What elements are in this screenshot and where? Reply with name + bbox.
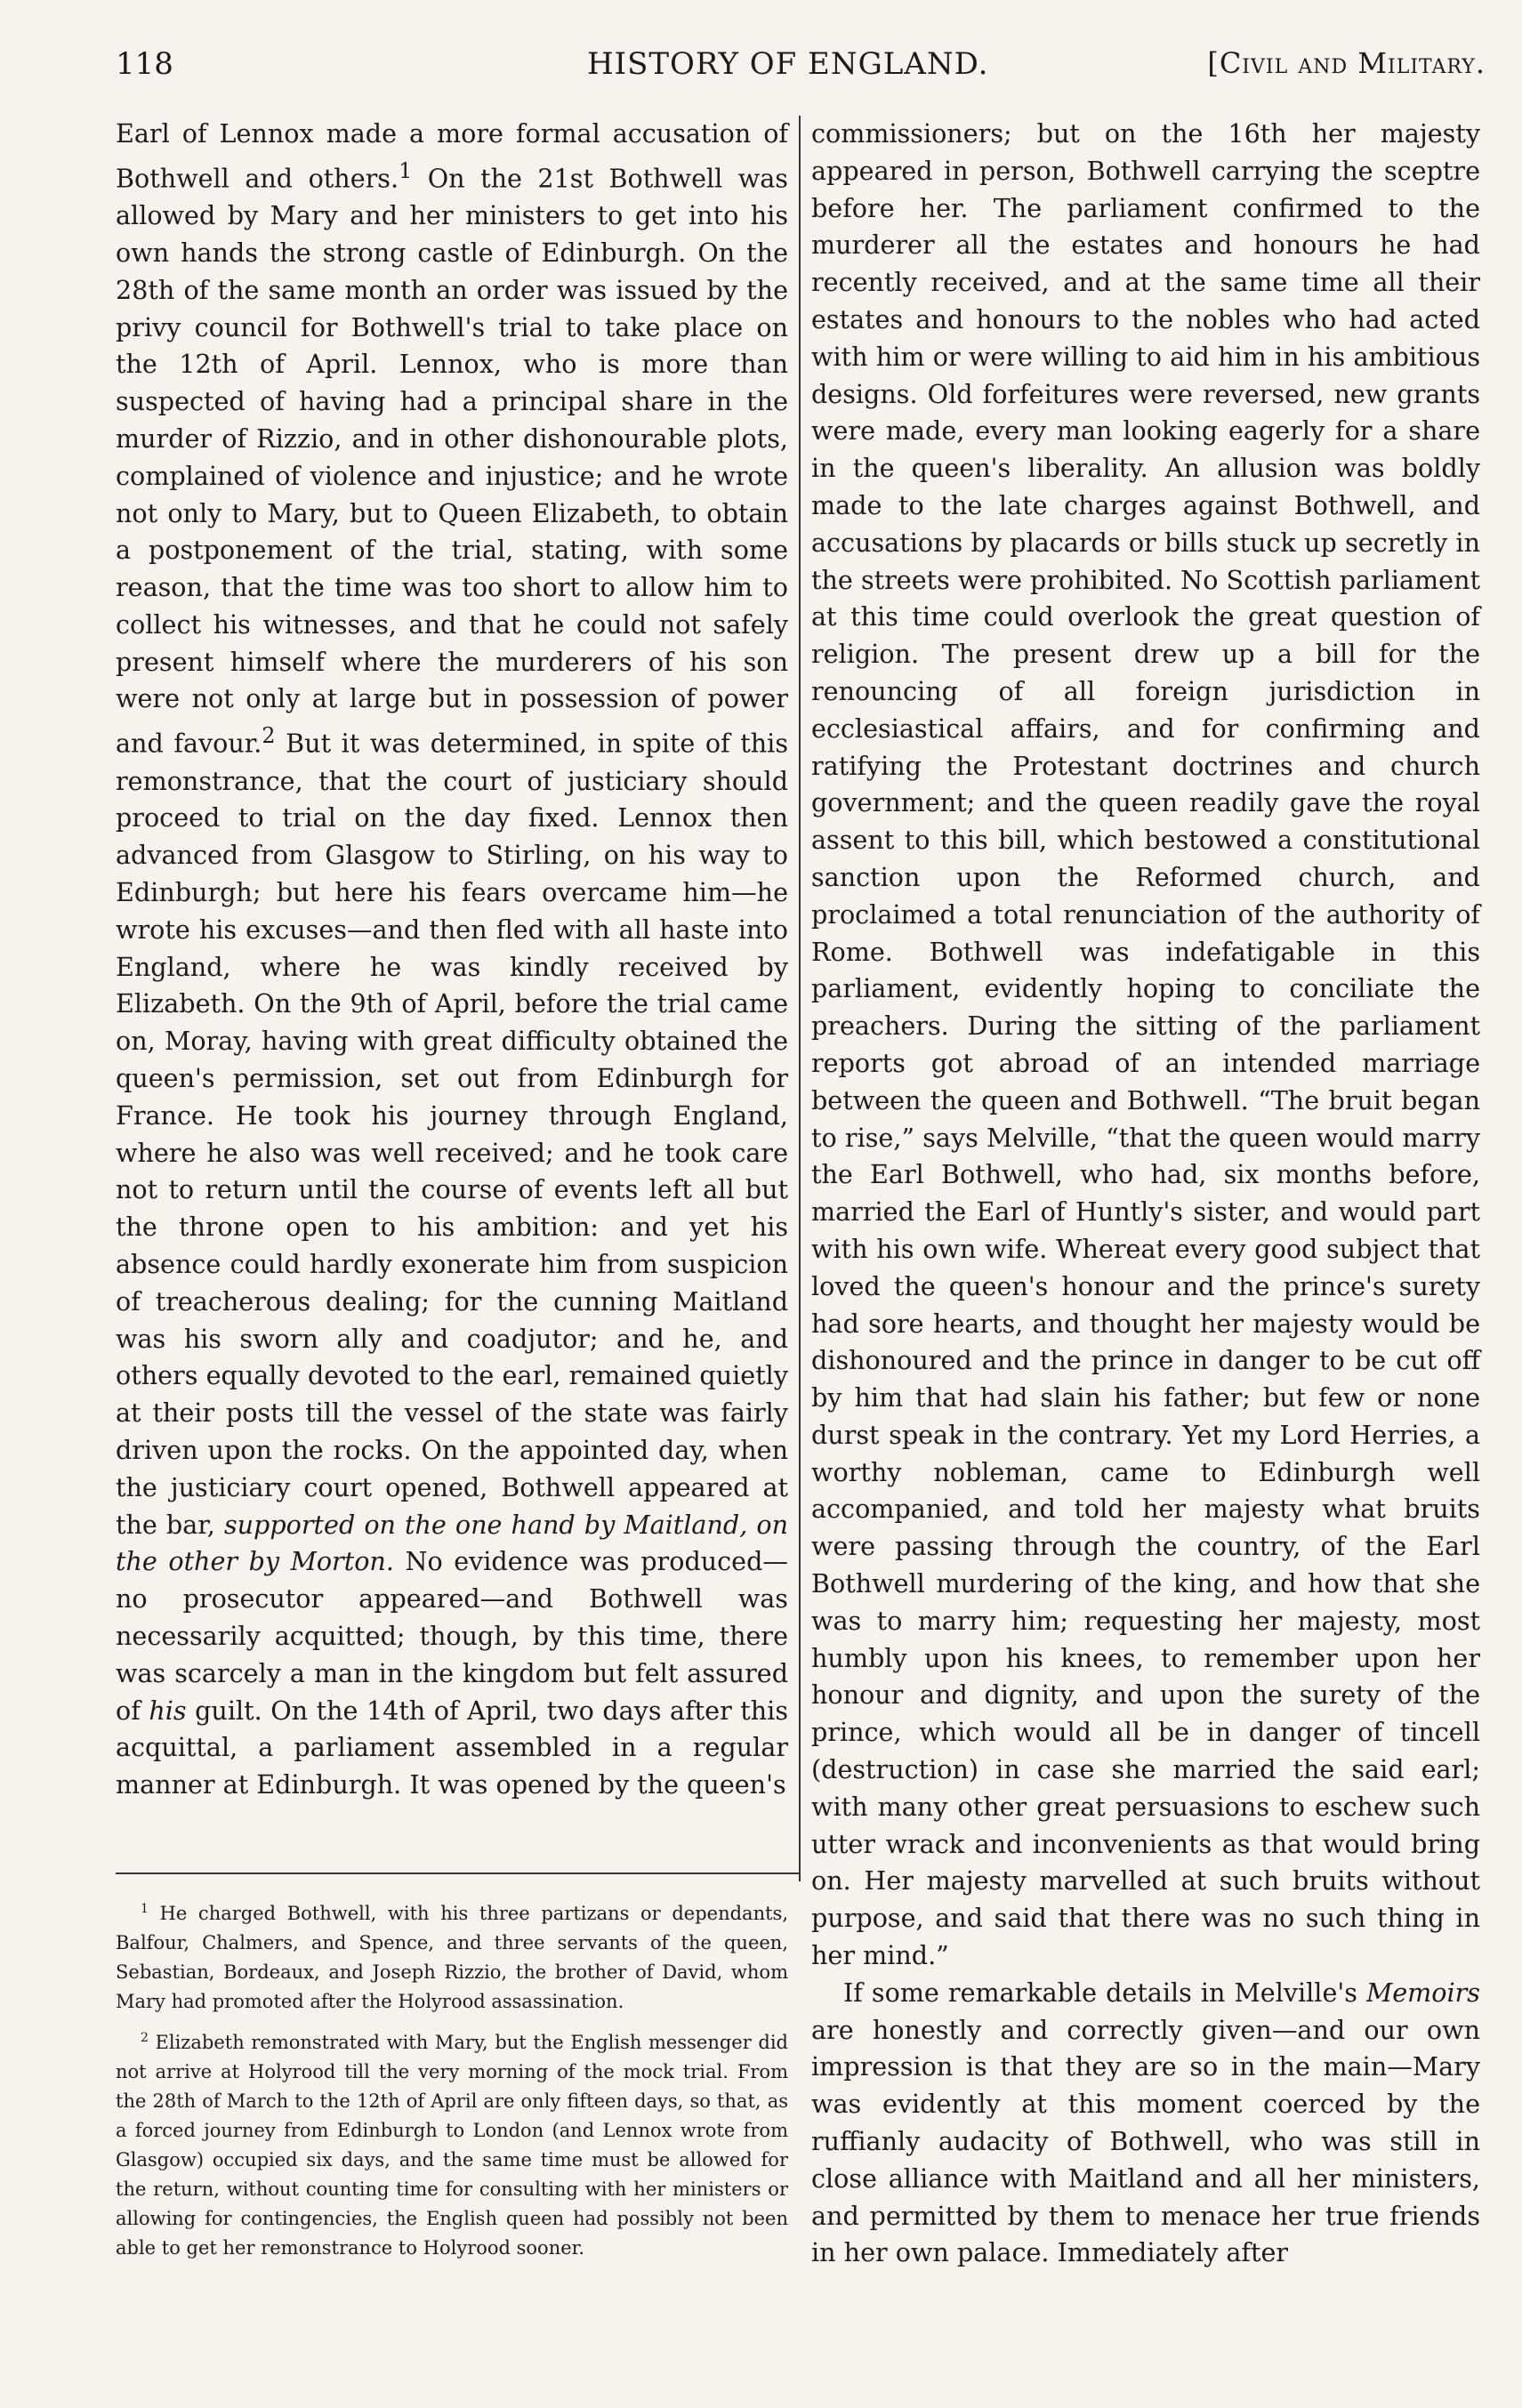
text-run: guilt. On the 14th of April, two days after this acquittal, a parliament assembled in a regular manner at Edinburgh. It was opened by the queen's bbox=[116, 1695, 788, 1800]
italic-text: supported on the one hand by Maitland, on the other by Morton. bbox=[116, 1509, 788, 1577]
footnote-mark: 2 bbox=[141, 2031, 149, 2045]
footnote-ref-2: 2 bbox=[262, 723, 276, 749]
left-column bbox=[116, 116, 788, 1804]
right-paragraph bbox=[811, 116, 1480, 1975]
footnote-mark: 1 bbox=[141, 1902, 149, 1916]
column-divider bbox=[799, 116, 801, 1881]
text-run: Earl of Lennox made a more formal accusation of Bothwell and others. bbox=[116, 118, 788, 194]
running-title: HISTORY OF ENGLAND. bbox=[587, 46, 989, 82]
left-paragraph bbox=[116, 116, 788, 1804]
section-heading: [Civil and Military. bbox=[1207, 46, 1486, 80]
footnote-1 bbox=[116, 1895, 788, 2017]
text-run: commissioners; but on the 16th her majesty appeared in person, Bothwell carrying the sceptre before her. The parliament confirmed to the murderer all the estates and honours he had recently received, and at the same time all their estates and honours to the nobles who had acted with him or were willing to aid him in his ambitious designs. Old forfeitures were reversed, new grants were made, every man looking eagerly for a share in the queen's liberality. An allusion was boldly made to the late charges against Bothwell, and accusations by placards or bills stuck up secretly in the streets were prohibited. No Scottish parliament at this time could overlook the great question of religion. The present drew up a bill for the renouncing of all foreign jurisdiction in ecclesiastical affairs, and for confirming and ratifying the Protestant doctrines and church government; and the queen readily gave the royal assent to this bill, which bestowed a constitutional sanction upon the Reformed church, and proclaimed a total renunciation of the authority of Rome. Bothwell was indefatigable in this parliament, evidently hoping to conciliate the preachers. During the sitting of the parliament reports got abroad of an intended marriage between the queen and Bothwell. “The bruit began to rise,” says Melville, “that the queen would marry the Earl Bothwell, who had, six months before, married the Earl of Huntly's sister, and would part with his own wife. Whereat every good subject that loved the queen's honour and the prince's surety had sore hearts, and thought her majesty would be dishonoured and the prince in danger to be cut off by him that had slain his father; but few or none durst speak in the contrary. Yet my Lord Herries, a worthy nobleman, came to Edinburgh well accompanied, and told her majesty what bruits were passing through the country, of the Earl Bothwell murdering of the king, and how that she was to marry him; requesting her majesty, most humbly upon his knees, to remember upon her honour and dignity, and upon the surety of the prince, which would all be in danger of tincell (destruction) in case she married the said earl; with many other great persuasions to eschew such utter wrack and inconvenients as that would bring on. Her majesty marvelled at such bruits without purpose, and said that there was no such thing in her mind.” bbox=[811, 118, 1480, 1971]
right-column bbox=[811, 116, 1480, 2272]
italic-text: his bbox=[149, 1695, 187, 1726]
footnote-ref-1: 1 bbox=[399, 157, 413, 183]
footnote-text: Elizabeth remonstrated with Mary, but the English messenger did not arrive at Holyrood till the very morning of the mock trial. From the 28th of March to the 12th of April are only fifteen days, so that, as a forced journey from Edinburgh to London (and Lennox wrote from Glasgow) occupied six days, and the same time must be allowed for the return, without counting time for consulting with her ministers or allowing for contingencies, the English queen had possibly not been able to get her remonstrance to Holyrood sooner. bbox=[116, 2032, 788, 2259]
text-run: are honestly and correctly given—and our own impression is that they are so in the main—Mary was evidently at this moment coerced by the ruffianly audacity of Bothwell, who was still in close alliance with Maitland and all her ministers, and permitted by them to menace her true friends in her own palace. Immediately after bbox=[811, 2014, 1480, 2268]
right-paragraph bbox=[811, 1975, 1480, 2272]
running-header bbox=[116, 46, 1486, 91]
page-number: 118 bbox=[116, 46, 173, 82]
footnote-rule bbox=[116, 1872, 801, 1874]
footnote-text: He charged Bothwell, with his three partizans or dependants, Balfour, Chalmers, and Spence, and three servants of the queen, Sebastian, Bordeaux, and Joseph Rizzio, the brother of David, whom Mary had promoted after the Holyrood assassination. bbox=[116, 1903, 788, 2012]
text-run: No evidence was produced—no prosecutor appeared—and Bothwell was necessarily acquitted; though, by this time, there was scarcely a man in the kingdom but felt assured of bbox=[116, 1546, 788, 1726]
footnotes bbox=[116, 1895, 788, 2270]
footnote-2 bbox=[116, 2024, 788, 2263]
text-run: But it was determined, in spite of this remonstrance, that the court of justiciary should proceed to trial on the day fixed. Lennox then advanced from Glasgow to Stirling, on his way to Edinburgh; but here his fears overcame him—he wrote his excuses—and then fled with all haste into England, where he was kindly received by Elizabeth. On the 9th of April, before the trial came on, Moray, having with great difficulty obtained the queen's permission, set out from Edinburgh for France. He took his journey through England, where he also was well received; and he took care not to return until the course of events left all but the throne open to his ambition: and yet his absence could hardly exonerate him from suspicion of treacherous dealing; for the cunning Maitland was his sworn ally and coadjutor; and he, and others equally devoted to the earl, remained quietly at their posts till the vessel of the state was fairly driven upon the rocks. On the appointed day, when the justiciary court opened, Bothwell appeared at the bar, bbox=[116, 728, 788, 1540]
text-run: If some remarkable details in Melville's bbox=[843, 1977, 1366, 2008]
italic-text: Memoirs bbox=[1365, 1977, 1480, 2008]
text-run: On the 21st Bothwell was allowed by Mary and her ministers to get into his own hands the strong castle of Edinburgh. On the 28th of the same month an order was issued by the privy council for Bothwell's trial to take place on the 12th of April. Lennox, who is more than suspected of having had a principal share in the murder of Rizzio, and in other dishonourable plots, complained of violence and injustice; and he wrote not only to Mary, but to Queen Elizabeth, to obtain a postponement of the trial, stating, with some reason, that the time was too short to allow him to collect his witnesses, and that he could not safely present himself where the murderers of his son were not only at large but in possession of power and favour. bbox=[116, 163, 788, 759]
